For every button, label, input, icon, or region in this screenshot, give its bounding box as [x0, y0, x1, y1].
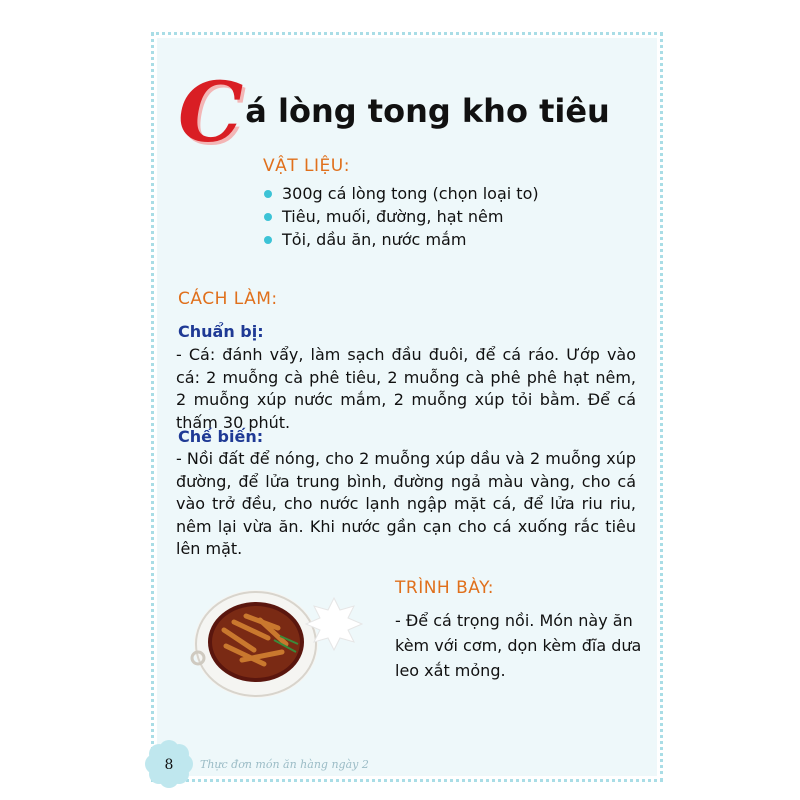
fish-pot-illustration	[186, 580, 376, 700]
presentation-text: - Để cá trọng nồi. Món này ăn kèm với cơm, dọn kèm đĩa dưa leo xắt mỏng.	[395, 611, 642, 680]
materials-heading: VẬT LIỆU:	[263, 156, 350, 176]
page-number: 8	[164, 757, 174, 773]
ingredient-item: Tỏi, dầu ăn, nước mắm	[262, 228, 539, 251]
ingredient-item: 300g cá lòng tong (chọn loại to)	[262, 182, 539, 205]
cook-text: - Nồi đất để nóng, cho 2 muỗng xúp dầu và 2 muỗng xúp đường, để lửa trung bình, đường ngả màu vàng, cho cá vào trở đều, cho nước lạnh ngập mặt cá, để lửa riu riu, nêm lại vừa ăn. Khi nước gần cạn cho cá xuống rắc tiêu lên mặt.	[176, 449, 636, 558]
prep-text: - Cá: đánh vẩy, làm sạch đầu đuôi, để cá ráo. Ướp vào cá: 2 muỗng cà phê tiêu, 2 muỗng cà phê phê hạt nêm, 2 muỗng xúp nước mắm, 2 muỗng xúp tỏi bằm. Để cá thấm 30 phút.	[176, 345, 636, 432]
ingredients-list	[262, 182, 539, 251]
title-text: á lòng tong kho tiêu	[245, 92, 610, 130]
prep-subheading: Chuẩn bị:	[178, 322, 264, 341]
title-initial: C	[178, 65, 244, 161]
book-title: Thực đơn món ăn hàng ngày 2	[200, 758, 369, 771]
ingredient-item: Tiêu, muối, đường, hạt nêm	[262, 205, 539, 228]
method-heading: CÁCH LÀM:	[178, 289, 278, 309]
recipe-title	[178, 65, 610, 161]
cook-subheading: Chế biến:	[178, 427, 264, 446]
presentation-heading: TRÌNH BÀY:	[395, 578, 494, 598]
